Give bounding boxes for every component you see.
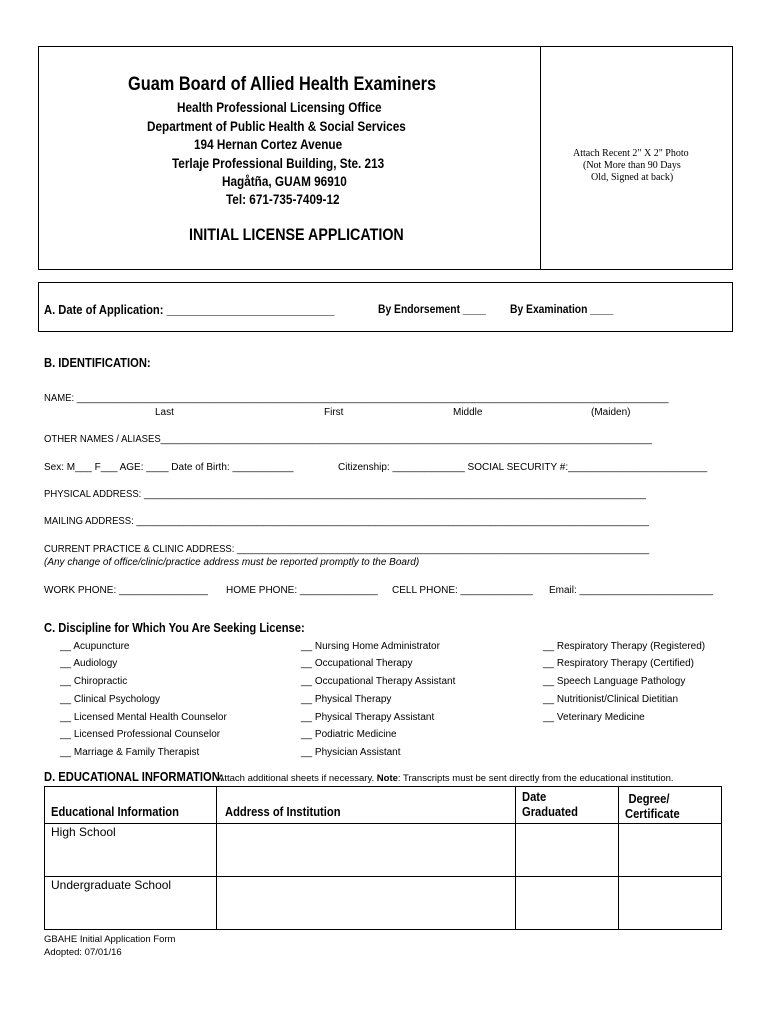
email-field[interactable]: Email: ________________________ [549, 585, 714, 596]
discipline-physical-therapy[interactable]: __ Physical Therapy [301, 694, 392, 705]
tel-line: Tel: 671-735-7409-12 [226, 191, 340, 207]
row-undergraduate-label: Undergraduate School [51, 878, 172, 892]
col-header-date [516, 787, 619, 824]
discipline-chiropractic[interactable]: __ Chiropractic [60, 676, 128, 687]
discipline-mental-health-counselor[interactable]: __ Licensed Mental Health Counselor [60, 712, 227, 723]
undergraduate-address-cell[interactable] [217, 877, 516, 930]
discipline-occupational-therapy[interactable]: __ Occupational Therapy [301, 658, 413, 669]
col-header-degree [619, 787, 722, 824]
footer-adopted: Adopted: 07/01/16 [44, 947, 122, 958]
discipline-nutritionist[interactable]: __ Nutritionist/Clinical Dietitian [543, 694, 679, 705]
discipline-podiatric-medicine[interactable]: __ Podiatric Medicine [301, 729, 397, 740]
undergraduate-date-cell[interactable] [516, 877, 619, 930]
by-endorsement[interactable]: By Endorsement ____ [378, 302, 486, 316]
discipline-speech-pathology[interactable]: __ Speech Language Pathology [543, 676, 686, 687]
discipline-marriage-family-therapist[interactable]: __ Marriage & Family Therapist [60, 747, 200, 758]
col-header-degree-label-1: Degree/ [628, 791, 670, 806]
footer-form-name: GBAHE Initial Application Form [44, 934, 176, 945]
practice-address-note: (Any change of office/clinic/practice address must be reported promptly to the Board) [44, 557, 420, 568]
discipline-veterinary[interactable]: __ Veterinary Medicine [543, 712, 645, 723]
cell-phone-field[interactable]: CELL PHONE: _____________ [392, 585, 533, 596]
discipline-respiratory-registered[interactable]: __ Respiratory Therapy (Registered) [543, 641, 706, 652]
department-line: Department of Public Health & Social Services [147, 118, 406, 134]
name-last-label: Last [155, 407, 174, 418]
form-title: INITIAL LICENSE APPLICATION [189, 225, 404, 244]
name-middle-label: Middle [453, 407, 483, 418]
col-header-info [45, 787, 217, 824]
photo-instruction-3: Old, Signed at back) [591, 172, 674, 183]
practice-address-field[interactable]: CURRENT PRACTICE & CLINIC ADDRESS: ______________________________________________________________________________ [44, 544, 650, 555]
name-maiden-label: (Maiden) [591, 407, 631, 418]
col-header-degree-label-2: Certificate [625, 806, 680, 821]
office-line: Health Professional Licensing Office [177, 99, 382, 115]
discipline-respiratory-certified[interactable]: __ Respiratory Therapy (Certified) [543, 658, 694, 669]
name-field[interactable]: NAME: ________________________________________________________________________________________________________________ [44, 393, 669, 404]
aliases-field[interactable]: OTHER NAMES / ALIASES_____________________________________________________________________________________________ [44, 434, 653, 445]
discipline-nursing-home-admin[interactable]: __ Nursing Home Administrator [301, 641, 440, 652]
board-title: Guam Board of Allied Health Examiners [128, 74, 437, 95]
discipline-clinical-psychology[interactable]: __ Clinical Psychology [60, 694, 161, 705]
undergraduate-degree-cell[interactable] [619, 877, 722, 930]
date-of-application[interactable]: A. Date of Application: ___________________________ [44, 302, 335, 317]
citizenship-ssn-field[interactable]: Citizenship: _____________ SOCIAL SECURITY #:_________________________ [338, 462, 708, 473]
photo-instruction-2: (Not More than 90 Days [583, 160, 681, 171]
section-d-heading: D. EDUCATIONAL INFORMATION: [44, 769, 224, 784]
row-high-school-label: High School [51, 825, 116, 839]
high-school-degree-cell[interactable] [619, 824, 722, 877]
discipline-physician-assistant[interactable]: __ Physician Assistant [301, 747, 401, 758]
photo-instruction-1: Attach Recent 2" X 2" Photo [573, 148, 689, 159]
discipline-pt-assistant[interactable]: __ Physical Therapy Assistant [301, 712, 435, 723]
section-b-heading: B. IDENTIFICATION: [44, 355, 151, 370]
name-first-label: First [324, 407, 344, 418]
note-text: : Transcripts must be sent directly from the educational institution. [397, 773, 674, 784]
street-line: 194 Hernan Cortez Avenue [194, 136, 343, 152]
physical-address-field[interactable]: PHYSICAL ADDRESS: _______________________________________________________________________________________________ [44, 489, 646, 500]
note-label: Note [376, 773, 398, 784]
by-examination[interactable]: By Examination ____ [510, 302, 614, 316]
work-phone-field[interactable]: WORK PHONE: ________________ [44, 585, 208, 596]
discipline-professional-counselor[interactable]: __ Licensed Professional Counselor [60, 729, 221, 740]
section-d-note [218, 773, 674, 784]
home-phone-field[interactable]: HOME PHONE: ______________ [226, 585, 378, 596]
note-prefix: Attach additional sheets if necessary. [218, 773, 375, 784]
building-line: Terlaje Professional Building, Ste. 213 [172, 155, 385, 171]
mailing-address-field[interactable]: MAILING ADDRESS: _________________________________________________________________________________________________ [44, 516, 649, 527]
high-school-address-cell[interactable] [217, 824, 516, 877]
col-header-address [217, 787, 516, 824]
row-undergraduate [45, 877, 217, 930]
sex-age-dob-field[interactable]: Sex: M___ F___ AGE: ____ Date of Birth: ___________ [44, 462, 294, 473]
discipline-ot-assistant[interactable]: __ Occupational Therapy Assistant [301, 676, 456, 687]
col-header-date-label: Date Graduated [522, 789, 578, 819]
education-table [44, 786, 722, 930]
row-high-school [45, 824, 217, 877]
col-header-address-label: Address of Institution [225, 804, 341, 819]
high-school-date-cell[interactable] [516, 824, 619, 877]
city-line: Hagåtña, GUAM 96910 [222, 173, 347, 189]
section-c-heading: C. Discipline for Which You Are Seeking License: [44, 620, 305, 635]
discipline-acupuncture[interactable]: __ Acupuncture [60, 641, 130, 652]
discipline-audiology[interactable]: __ Audiology [60, 658, 118, 669]
col-header-info-label: Educational Information [51, 804, 179, 819]
